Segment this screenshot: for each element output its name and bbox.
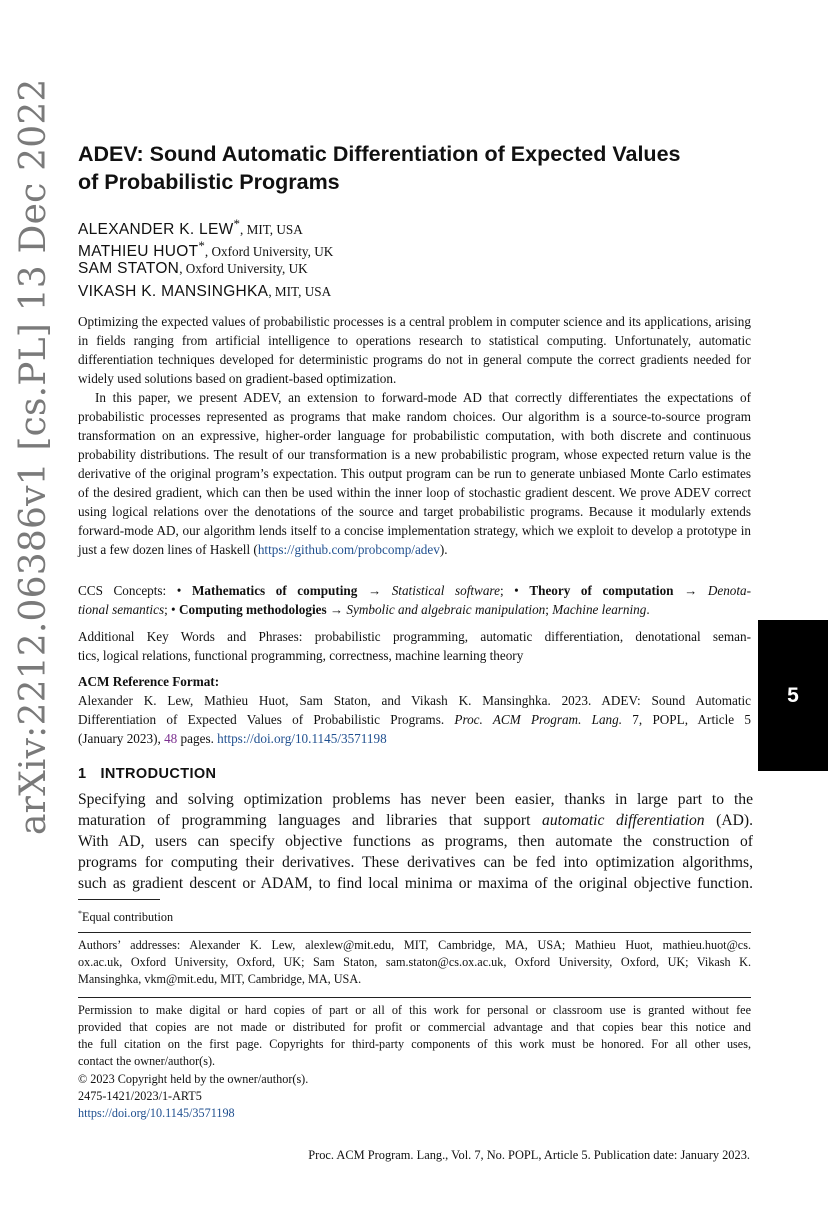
copyright-notice: © 2023 Copyright held by the owner/author(s). <box>78 1072 309 1086</box>
abstract-paragraph-1: Optimizing the expected values of probabilistic processes is a central problem in computer science and its applications, arising in fields ranging from artificial intelligence to operations research to statistical computing. Unfortunately, automatic differentiation techniques developed for deterministic programs do not in general compute the correct gradients needed for widely used solutions based on gradient-based optimization. <box>78 314 751 386</box>
intro-line: Specifying and solving optimization problems has never been easier, thanks in large part to the <box>78 791 753 808</box>
section-title: INTRODUCTION <box>100 766 217 782</box>
addresses-line: Mansinghka, vkm@mit.edu, MIT, Cambridge, MA, USA. <box>78 972 362 986</box>
doi-link[interactable]: https://doi.org/10.1145/3571198 <box>217 731 387 746</box>
permission-line: the full citation on the first page. Copyrights for third-party components of this work must be honored. For all other uses, <box>78 1037 751 1051</box>
author-name: SAM STATON <box>78 260 180 277</box>
section-heading <box>78 764 216 784</box>
author-entry: VIKASH K. MANSINGHKA, MIT, USA <box>78 283 332 300</box>
ccs-subconcept: Statistical software <box>391 583 500 598</box>
permission-line: contact the owner/author(s). <box>78 1054 216 1068</box>
author-entry: ALEXANDER K. LEW*, MIT, USA <box>78 216 303 239</box>
footnote <box>78 905 173 926</box>
footnote-rule <box>78 899 160 900</box>
ccs-subconcept: Machine learning <box>552 602 647 617</box>
keywords-line-1: Additional Key Words and Phrases: probabilistic programming, automatic differentiation, denotational seman- <box>78 629 751 644</box>
ccs-concepts-line-2: tional semantics; • Computing methodologies → Symbolic and algebraic manipulation; Machine learning. <box>78 602 650 617</box>
ccs-concepts-line-1: CCS Concepts: • Mathematics of computing → Statistical software; • Theory of computation → Denota- <box>78 583 752 598</box>
equal-contribution-mark: * <box>233 216 240 231</box>
intro-line: programs for computing their derivatives. These derivatives can be fed into optimization algorithms, <box>78 854 753 871</box>
permission-rule <box>78 997 751 998</box>
title-line-1: ADEV: Sound Automatic Differentiation of Expected Values <box>78 142 681 166</box>
author-name: VIKASH K. MANSINGHKA <box>78 283 269 300</box>
ccs-subconcept: Symbolic and algebraic manipulation <box>346 602 546 617</box>
author-affiliation: MIT, USA <box>246 222 303 238</box>
addresses-rule <box>78 932 751 933</box>
addresses-line: ox.ac.uk, Oxford University, Oxford, UK; Sam Staton, sam.staton@cs.ox.ac.uk, Oxford University, Oxford, UK; Vikash K. <box>78 955 751 969</box>
ccs-concept: Theory of computation <box>529 583 674 598</box>
ccs-concept: Mathematics of computing <box>191 583 358 598</box>
author-affiliation: MIT, USA <box>274 284 332 299</box>
acm-reference-line-1: Alexander K. Lew, Mathieu Huot, Sam Staton, and Vikash K. Mansinghka. 2023. ADEV: Sound Automatic <box>78 693 751 708</box>
keywords-line-2: tics, logical relations, functional programming, correctness, machine learning theory <box>78 648 524 663</box>
author-entry: MATHIEU HUOT*, Oxford University, UK <box>78 238 334 261</box>
abstract-paragraph-2: In this paper, we present ADEV, an extension to forward-mode AD that correctly differentiates the expectations of probabilistic processes represented as programs that make random choices. Our algorithm is a source-to-source program transformation on an expressive, higher-order language for probabilistic computation, with both discrete and continuous probability distributions. The result of our transformation is a new probabilistic program, whose expected return value is the derivative of the original program’s expectation. This output program can be run to generate unbiased Monte Carlo estimates of the desired gradient, which can then be used within the inner loop of stochastic gradient descent. We prove ADEV correct using logical relations over the denotations of the source and target probabilistic programs. Because it modularly extends forward-mode AD, our algorithm lends itself to a concise implementation strategy, which we exploit to develop a prototype in just a few dozen lines of Haskell (https://github.com/probcomp/adev). <box>78 390 751 557</box>
acm-reference-line-2: Differentiation of Expected Values of Probabilistic Programs. Proc. ACM Program. Lang. 7, POPL, Article 5 <box>78 712 751 727</box>
author-affiliation: Oxford University, UK <box>185 261 308 276</box>
article-number: 5 <box>787 684 799 707</box>
permission-doi-link[interactable]: https://doi.org/10.1145/3571198 <box>78 1106 235 1120</box>
addresses-line: Authors’ addresses: Alexander K. Lew, alexlew@mit.edu, MIT, Cambridge, MA, USA; Mathieu Huot, mathieu.huot@cs. <box>78 938 751 952</box>
footnote-text: Equal contribution <box>82 910 174 925</box>
page-count-link[interactable]: 48 <box>164 731 178 746</box>
author-name: MATHIEU HUOT <box>78 243 199 261</box>
abstract-paragraph-2-text: In this paper, we present ADEV, an extension to forward-mode AD that correctly differentiates the expectations of probabilistic processes represented as programs that make random choices. Our algorithm is a source-to-source program transformation on an expressive, higher-order language for probabilistic computation, with both discrete and continuous probability distributions. The result of our transformation is a new probabilistic program, whose expected return value is the derivative of the original program’s expectation. This output program can be run to generate unbiased Monte Carlo estimates of the desired gradient, which can then be used within the inner loop of stochastic gradient descent. We prove ADEV correct using logical relations over the denotations of the source and target probabilistic programs. Because it modularly extends forward-mode AD, our algorithm lends itself to a concise implementation strategy, which we exploit to develop a prototype in just a few dozen lines of Haskell ( <box>78 390 751 557</box>
section-number: 1 <box>78 766 87 782</box>
acm-reference-heading: ACM Reference Format: <box>78 674 220 689</box>
title-line-2: of Probabilistic Programs <box>78 170 340 194</box>
article-number-tab <box>758 620 828 771</box>
ccs-subconcept: tional semantics <box>78 602 165 617</box>
github-repo-link[interactable]: https://github.com/probcomp/adev <box>257 542 440 557</box>
author-affiliation: Oxford University, UK <box>211 244 334 260</box>
author-entry: SAM STATON, Oxford University, UK <box>78 260 308 277</box>
ccs-concept: Computing methodologies <box>178 602 327 617</box>
permission-line: Permission to make digital or hard copies of part or all of this work for personal or classroom use is granted without fee <box>78 1003 751 1017</box>
arxiv-identifier-stamp: arXiv:2212.06386v1 [cs.PL] 13 Dec 2022 <box>13 78 54 835</box>
footnote-mark: * <box>78 909 82 918</box>
ccs-subconcept: Denota- <box>707 583 752 598</box>
issn-code: 2475-1421/2023/1-ART5 <box>78 1089 202 1103</box>
equal-contribution-mark: * <box>198 238 205 253</box>
journal-name: Proc. ACM Program. Lang. <box>454 712 623 727</box>
permission-line: provided that copies are not made or distributed for profit or commercial advantage and that copies bear this notice and <box>78 1020 751 1034</box>
acm-reference-line-3: (January 2023), 48 pages. https://doi.org/10.1145/3571198 <box>78 731 387 746</box>
emphasis-term: automatic differentiation <box>542 812 705 829</box>
intro-line: maturation of programming languages and libraries that support automatic differentiation (AD). <box>78 812 753 829</box>
page-footer: Proc. ACM Program. Lang., Vol. 7, No. POPL, Article 5. Publication date: January 2023. <box>308 1148 750 1162</box>
author-name: ALEXANDER K. LEW <box>78 221 234 239</box>
intro-line: With AD, users can specify objective functions as programs, then automate the construction of <box>78 833 753 850</box>
intro-line: such as gradient descent or ADAM, to find local minima or maxima of the original objective function. <box>78 875 753 892</box>
paper-title <box>78 140 758 196</box>
